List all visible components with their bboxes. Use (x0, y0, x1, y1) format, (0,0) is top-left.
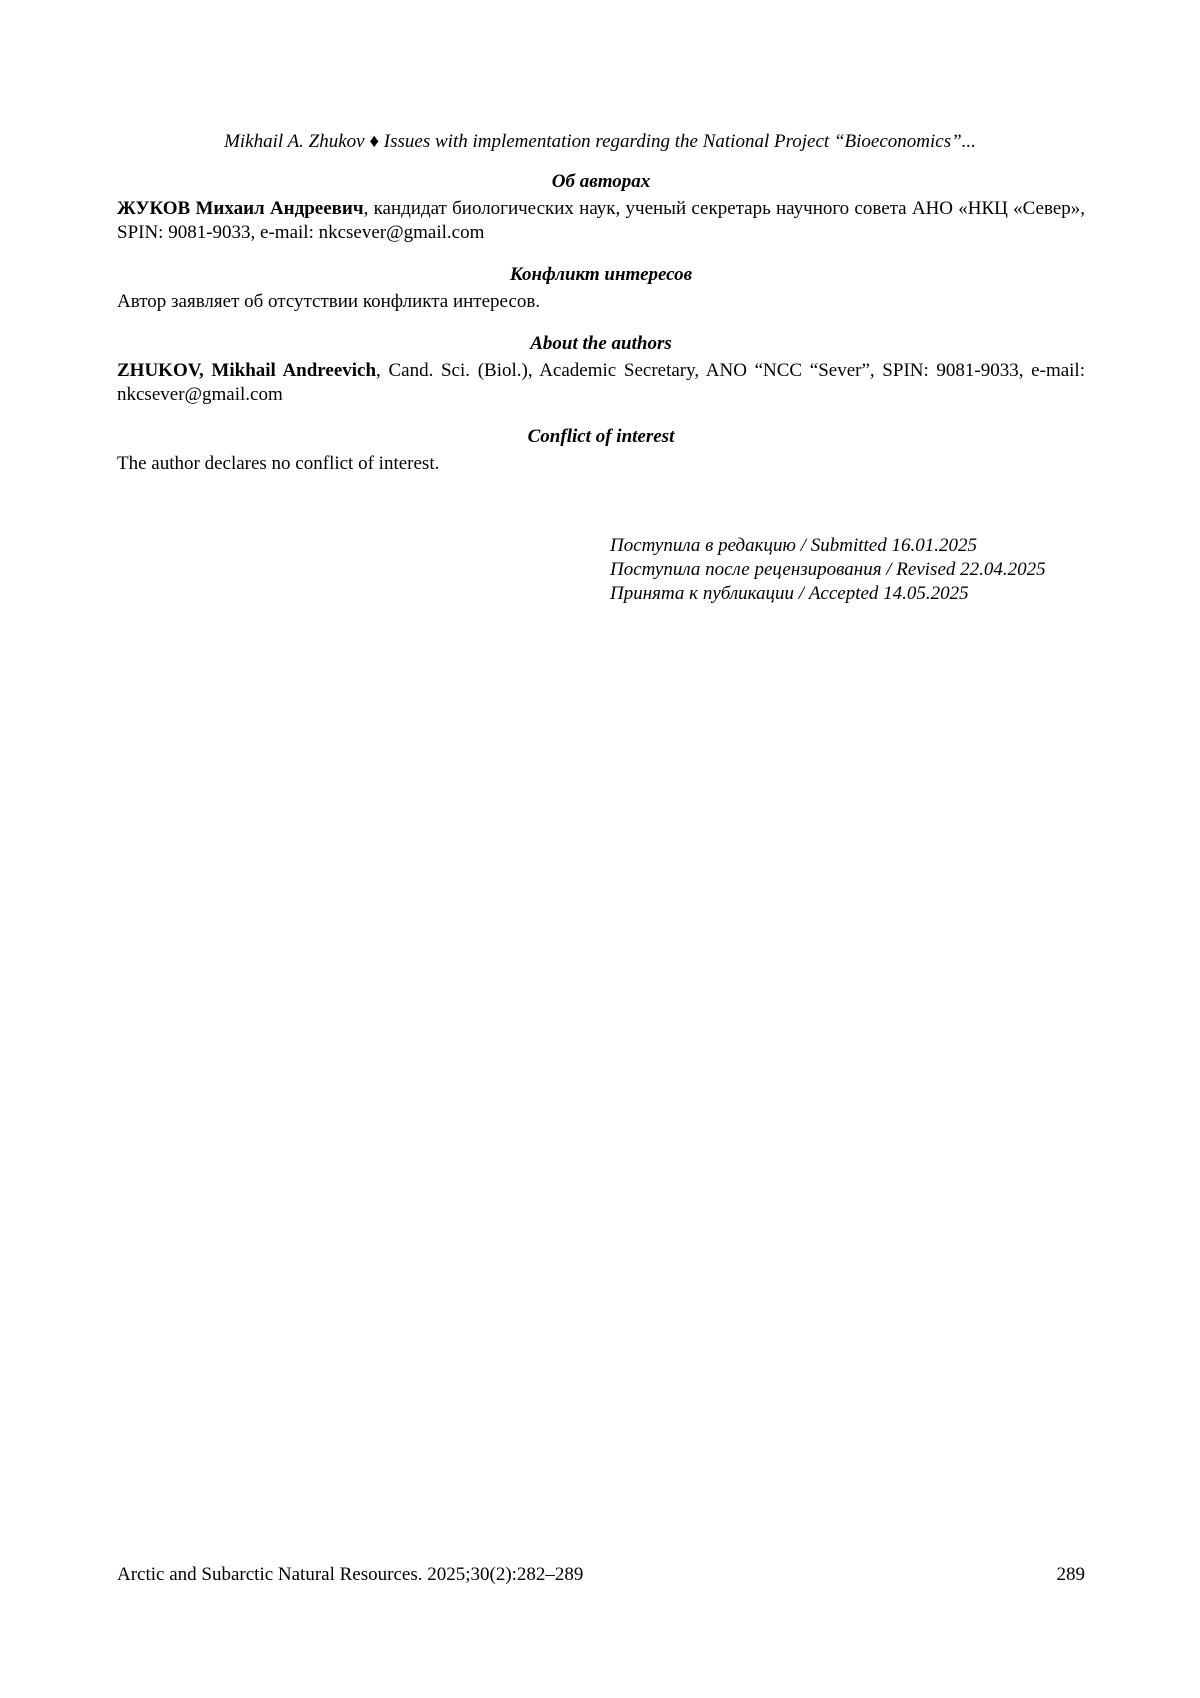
author-info (117, 359, 1085, 407)
article-back-matter (117, 170, 1085, 476)
section-conflict-en (117, 425, 1085, 476)
date-revised: Поступила после рецензирования / Revised 22.04.2025 (610, 559, 1046, 580)
date-submitted: Поступила в редакцию / Submitted 16.01.2025 (610, 535, 977, 556)
section-title: Об авторах (551, 171, 651, 192)
section-title: About the authors (530, 333, 672, 354)
journal-citation: Arctic and Subarctic Natural Resources. 2025;30(2):282–289 (117, 1564, 584, 1585)
running-header: Mikhail A. Zhukov ♦ Issues with implementation regarding the National Project “Bioeconomics”... (224, 131, 976, 152)
conflict-statement: Автор заявляет об отсутствии конфликта интересов. (117, 291, 541, 312)
section-about-authors-en (117, 332, 1085, 407)
author-details: , Cand. Sci. (Biol.), Academic Secretary, ANO “NCC “Sever”, SPIN: 9081-9033, e-mail: nkcsever@gmail.com (117, 360, 1085, 405)
author-details: , кандидат биологических наук, ученый секретарь научного совета АНО «НКЦ «Север», SPIN: 9081-9033, e-mail: nkcsever@gmail.com (117, 198, 1085, 243)
section-title: Конфликт интересов (509, 264, 693, 285)
page-footer (117, 1563, 1085, 1587)
page-number: 289 (1056, 1564, 1085, 1585)
author-name: ЖУКОВ Михаил Андреевич (117, 198, 364, 219)
conflict-statement: The author declares no conflict of interest. (117, 453, 440, 474)
author-info (117, 197, 1085, 245)
section-about-authors-ru (117, 170, 1085, 245)
publication-dates (610, 534, 1046, 606)
section-title: Conflict of interest (527, 426, 675, 447)
date-accepted: Принята к публикации / Accepted 14.05.2025 (610, 583, 969, 604)
author-name: ZHUKOV, Mikhail Andreevich (117, 360, 377, 381)
section-conflict-ru (117, 263, 1085, 314)
